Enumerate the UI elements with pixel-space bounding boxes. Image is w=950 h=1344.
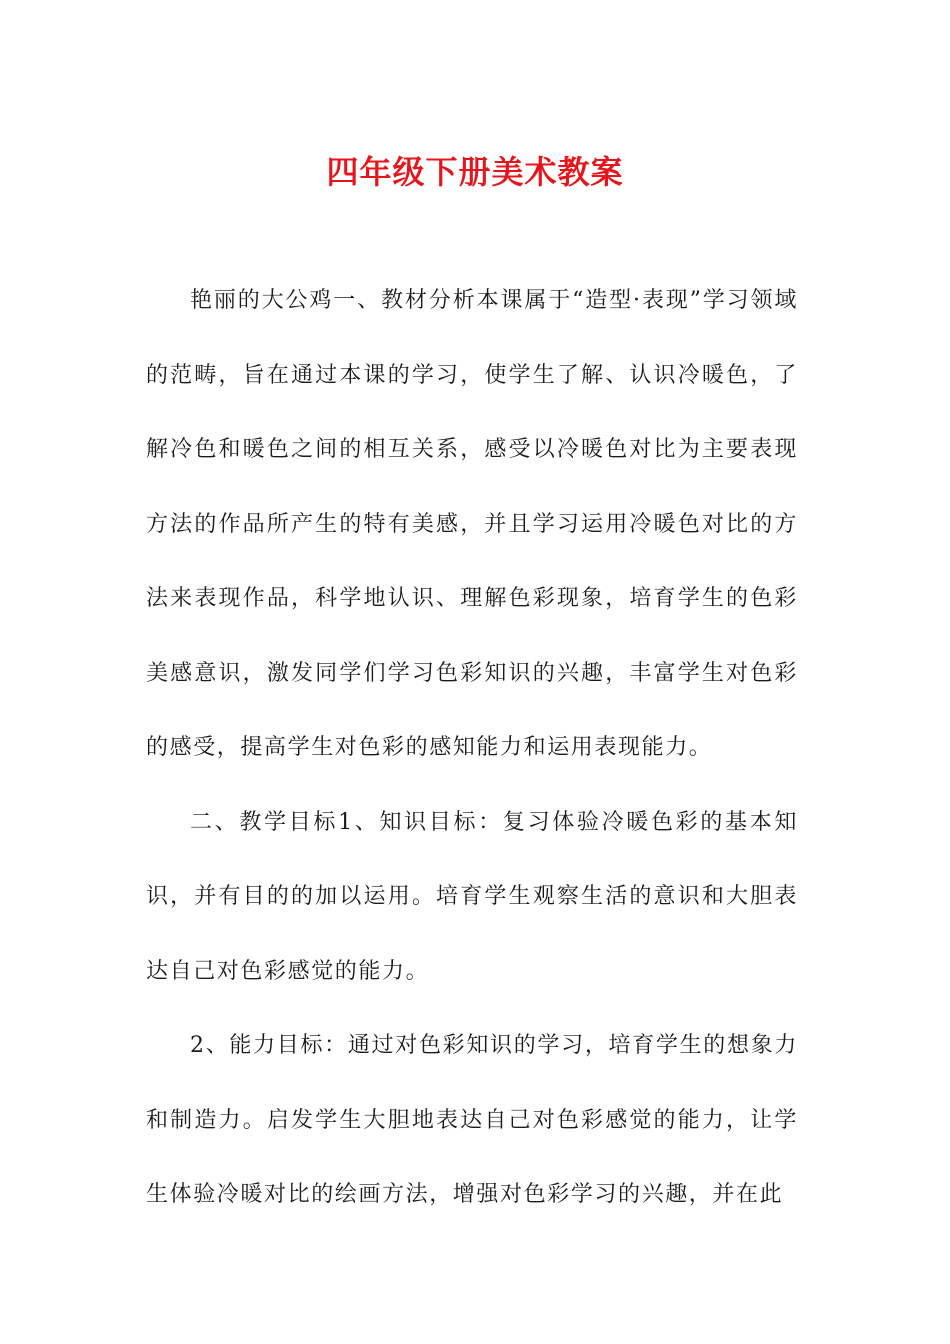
- paragraph-ability-goals: 2、能力目标：通过对色彩知识的学习，培育学生的想象力和制造力。启发学生大胆地表达自己对色彩感觉的能力，让学生体验冷暖对比的绘画方法，增强对色彩学习的兴趣，并在此: [146, 1033, 798, 1207]
- paragraph-textbook-analysis: 艳丽的大公鸡一、教材分析本课属于“造型·表现”学习领域的范畴，旨在通过本课的学习，使学生了解、认识冷暖色，了解冷色和暖色之间的相互关系，感受以冷暖色对比为主要表现方法的作品所产生的特有美感，并且学习运用冷暖色对比的方法来表现作品，科学地认识、理解色彩现象，培育学生的色彩美感意识，激发同学们学习色彩知识的兴趣，丰富学生对色彩的感受，提高学生对色彩的感知能力和运用表现能力。: [146, 288, 798, 760]
- document-body: [146, 264, 798, 1233]
- document-title: 四年级下册美术教案: [326, 153, 624, 191]
- paragraph-teaching-goals: 二、教学目标1、知识目标：复习体验冷暖色彩的基本知识，并有目的的加以运用。培育学生观察生活的意识和大胆表达自己对色彩感觉的能力。: [146, 809, 798, 984]
